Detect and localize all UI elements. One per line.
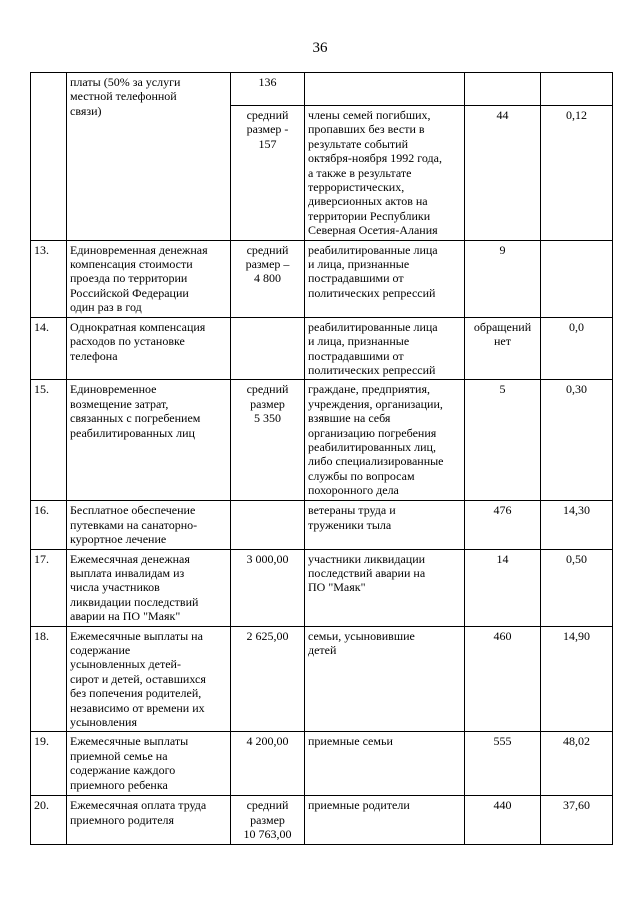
table-row: [31, 549, 613, 626]
recipient-count-cell: [465, 73, 541, 106]
recipient-category-cell: [305, 73, 465, 106]
sum-cell: 37,60: [541, 796, 613, 844]
amount-cell: [231, 501, 305, 549]
recipient-category-cell: реабилитированные лица и лица, признанные пострадавшими от политических репрессий: [305, 317, 465, 380]
benefit-name-cell: Ежемесячные выплаты приемной семье на содержание каждого приемного ребенка: [67, 732, 231, 796]
recipient-category-cell: ветераны труда и труженики тыла: [305, 501, 465, 549]
amount-cell: средний размер – 4 800: [231, 240, 305, 317]
benefit-name-cell: Ежемесячные выплаты на содержание усыновленных детей- сирот и детей, оставшихся без попечения родителей, независимо от времени их усыновления: [67, 626, 231, 732]
benefit-name-cell: Единовременная денежная компенсация стоимости проезда по территории Российской Федерации один раз в год: [67, 240, 231, 317]
row-number-cell: 15.: [31, 380, 67, 501]
table-row: [31, 380, 613, 501]
recipient-count-cell: 440: [465, 796, 541, 844]
recipient-count-cell: 14: [465, 549, 541, 626]
recipient-category-cell: граждане, предприятия, учреждения, организации, взявшие на себя организацию погребения реабилитированных лиц, либо специализированные службы по вопросам похоронного дела: [305, 380, 465, 501]
page-number: 36: [312, 40, 328, 56]
amount-cell: средний размер - 157: [231, 106, 305, 241]
recipient-count-cell: 460: [465, 626, 541, 732]
table-row: [31, 626, 613, 732]
amount-cell: [231, 317, 305, 380]
amount-cell: средний размер 5 350: [231, 380, 305, 501]
amount-cell: 3 000,00: [231, 549, 305, 626]
row-number-cell: 13.: [31, 240, 67, 317]
benefits-table: [30, 72, 613, 845]
amount-cell: 4 200,00: [231, 732, 305, 796]
table-row: [31, 240, 613, 317]
sum-cell: [541, 240, 613, 317]
table-row: [31, 732, 613, 796]
row-number-cell: 17.: [31, 549, 67, 626]
sum-cell: [541, 73, 613, 106]
recipient-count-cell: обращений нет: [465, 317, 541, 380]
recipient-count-cell: 9: [465, 240, 541, 317]
sum-cell: 0,12: [541, 106, 613, 241]
recipient-count-cell: 555: [465, 732, 541, 796]
recipient-count-cell: 5: [465, 380, 541, 501]
recipient-category-cell: участники ликвидации последствий аварии на ПО "Маяк": [305, 549, 465, 626]
row-number-cell: [31, 73, 67, 241]
sum-cell: 14,90: [541, 626, 613, 732]
benefit-name-cell: платы (50% за услуги местной телефонной связи): [67, 73, 231, 241]
benefit-name-cell: Ежемесячная оплата труда приемного родителя: [67, 796, 231, 844]
amount-cell: средний размер 10 763,00: [231, 796, 305, 844]
row-number-cell: 14.: [31, 317, 67, 380]
amount-cell: 136: [231, 73, 305, 106]
sum-cell: 0,30: [541, 380, 613, 501]
sum-cell: 14,30: [541, 501, 613, 549]
table-row: [31, 796, 613, 844]
row-number-cell: 16.: [31, 501, 67, 549]
table-row: [31, 501, 613, 549]
table-row: [31, 73, 613, 106]
row-number-cell: 20.: [31, 796, 67, 844]
benefit-name-cell: Ежемесячная денежная выплата инвалидам из числа участников ликвидации последствий аварии на ПО "Маяк": [67, 549, 231, 626]
recipient-category-cell: семьи, усыновившие детей: [305, 626, 465, 732]
sum-cell: 0,0: [541, 317, 613, 380]
benefit-name-cell: Однократная компенсация расходов по установке телефона: [67, 317, 231, 380]
benefit-name-cell: Единовременное возмещение затрат, связанных с погребением реабилитированных лиц: [67, 380, 231, 501]
recipient-category-cell: приемные родители: [305, 796, 465, 844]
recipient-count-cell: 44: [465, 106, 541, 241]
row-number-cell: 18.: [31, 626, 67, 732]
benefit-name-cell: Бесплатное обеспечение путевками на санаторно- курортное лечение: [67, 501, 231, 549]
sum-cell: 0,50: [541, 549, 613, 626]
sum-cell: 48,02: [541, 732, 613, 796]
row-number-cell: 19.: [31, 732, 67, 796]
table-row: [31, 317, 613, 380]
amount-cell: 2 625,00: [231, 626, 305, 732]
recipient-category-cell: реабилитированные лица и лица, признанные пострадавшими от политических репрессий: [305, 240, 465, 317]
recipient-category-cell: приемные семьи: [305, 732, 465, 796]
recipient-count-cell: 476: [465, 501, 541, 549]
recipient-category-cell: члены семей погибших, пропавших без вести в результате событий октября-ноября 1992 года, а также в результате террористических, диверсионных актов на территории Республики Северная Осетия-Алания: [305, 106, 465, 241]
